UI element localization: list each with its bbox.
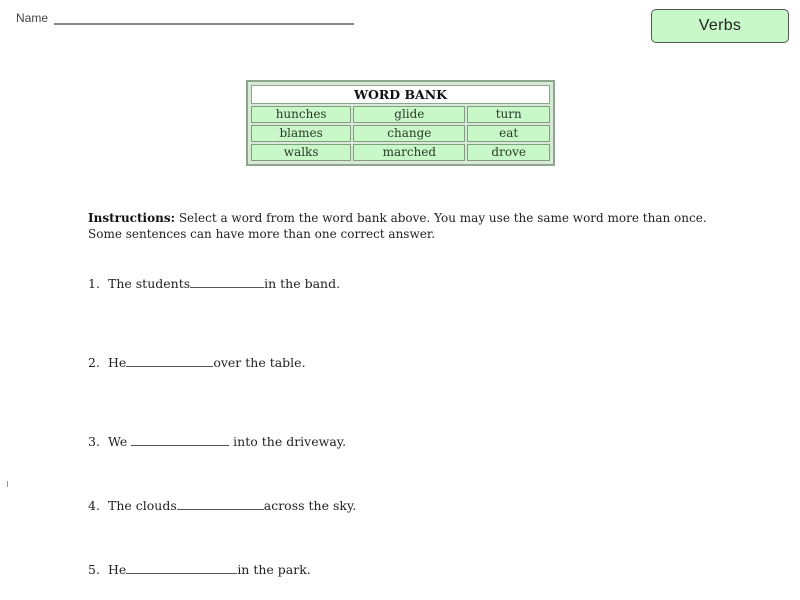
topic-title: Verbs bbox=[698, 17, 742, 34]
name-field-row bbox=[16, 11, 354, 25]
question-text-after: in the park. bbox=[237, 562, 311, 577]
question-number: 1. bbox=[88, 276, 100, 291]
scan-edge-mark bbox=[7, 481, 8, 487]
name-label: Name bbox=[16, 11, 49, 25]
question-2 bbox=[88, 354, 306, 370]
question-text-after: across the sky. bbox=[263, 498, 357, 513]
word-bank-cell: glide bbox=[353, 106, 465, 123]
question-number: 3. bbox=[88, 434, 100, 449]
topic-title-box bbox=[651, 9, 789, 43]
instructions bbox=[88, 210, 718, 242]
question-text-before: The students bbox=[108, 276, 191, 291]
question-text-before: We bbox=[108, 434, 132, 449]
question-text-before: He bbox=[108, 562, 127, 577]
word-bank-cell: drove bbox=[467, 144, 550, 161]
instructions-label: Instructions: bbox=[88, 211, 176, 225]
word-bank-row bbox=[251, 106, 550, 123]
word-bank-title: WORD BANK bbox=[251, 85, 550, 104]
instructions-text: Select a word from the word bank above. You may use the same word more than once. Some sentences can have more than one correct answer. bbox=[88, 211, 707, 241]
question-number: 5. bbox=[88, 562, 100, 577]
question-text-after: into the driveway. bbox=[229, 434, 347, 449]
answer-blank[interactable] bbox=[126, 561, 237, 574]
name-input-line[interactable] bbox=[54, 11, 354, 25]
question-1 bbox=[88, 275, 340, 291]
answer-blank[interactable] bbox=[190, 275, 264, 288]
word-bank-cell: eat bbox=[467, 125, 550, 142]
word-bank-cell: blames bbox=[251, 125, 351, 142]
question-3 bbox=[88, 433, 346, 449]
question-number: 2. bbox=[88, 355, 100, 370]
question-5 bbox=[88, 561, 311, 577]
answer-blank[interactable] bbox=[177, 497, 264, 510]
word-bank-cell: turn bbox=[467, 106, 550, 123]
answer-blank[interactable] bbox=[126, 354, 213, 367]
word-bank-table bbox=[249, 83, 552, 163]
question-4 bbox=[88, 497, 356, 513]
word-bank-row bbox=[251, 144, 550, 161]
question-text-after: in the band. bbox=[264, 276, 341, 291]
word-bank-cell: marched bbox=[353, 144, 465, 161]
question-text-before: He bbox=[108, 355, 127, 370]
word-bank-cell: change bbox=[353, 125, 465, 142]
question-text-after: over the table. bbox=[213, 355, 306, 370]
word-bank-cell: hunches bbox=[251, 106, 351, 123]
word-bank-cell: walks bbox=[251, 144, 351, 161]
question-text-before: The clouds bbox=[108, 498, 177, 513]
word-bank-row bbox=[251, 125, 550, 142]
question-number: 4. bbox=[88, 498, 100, 513]
answer-blank[interactable] bbox=[131, 433, 229, 446]
word-bank bbox=[246, 80, 555, 166]
